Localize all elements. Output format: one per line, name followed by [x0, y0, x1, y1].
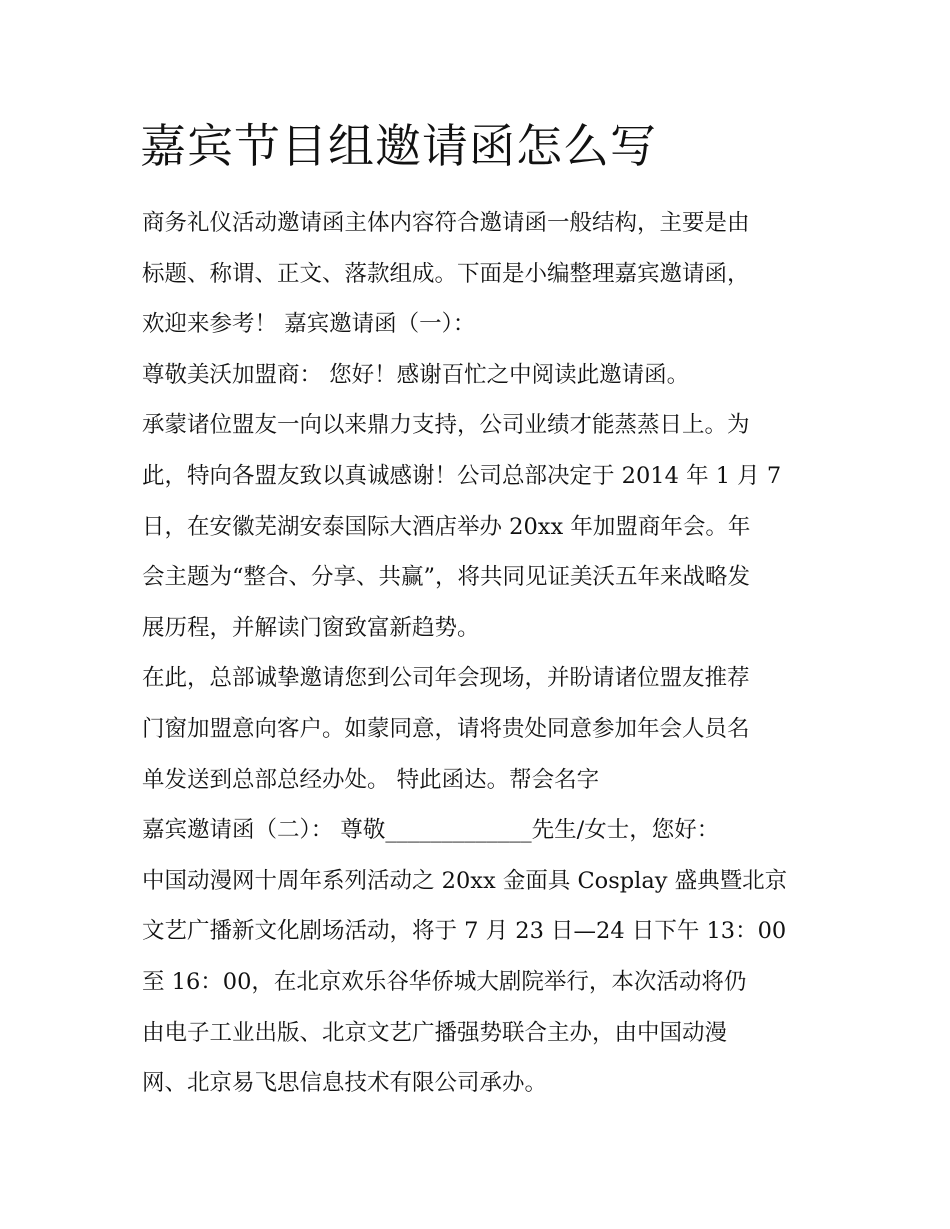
body-line: 门窗加盟意向客户。如蒙同意，请将贵处同意参加年会人员名	[142, 715, 750, 742]
body-line: 网、北京易飞思信息技术有限公司承办。	[142, 1070, 548, 1097]
body-line: 展历程，并解读门窗致富新趋势。	[142, 614, 480, 641]
body-line: 由电子工业出版、北京文艺广播强势联合主办，由中国动漫	[142, 1019, 728, 1046]
document-title: 嘉宾节目组邀请函怎么写	[140, 119, 657, 173]
body-line: 尊敬美沃加盟商： 您好！感谢百忙之中阅读此邀请函。	[142, 361, 690, 388]
body-line: 在此，总部诚挚邀请您到公司年会现场，并盼请诸位盟友推荐	[142, 665, 750, 692]
body-line: 文艺广播新文化剧场活动，将于 7 月 23 日—24 日下午 13：00	[142, 918, 787, 945]
body-line: 此，特向各盟友致以真诚感谢！公司总部决定于 2014 年 1 月 7	[142, 462, 782, 489]
body-line: 会主题为“整合、分享、共赢”，将共同见证美沃五年来战略发	[142, 564, 751, 591]
body-line: 承蒙诸位盟友一向以来鼎力支持，公司业绩才能蒸蒸日上。为	[142, 412, 750, 439]
body-line: 日，在安徽芜湖安泰国际大酒店举办 20xx 年加盟商年会。年	[142, 513, 751, 540]
body-line: 标题、称谓、正文、落款组成。下面是小编整理嘉宾邀请函，	[142, 260, 750, 287]
body-line: 欢迎来参考！ 嘉宾邀请函（一）：	[142, 311, 476, 338]
body-line: 商务礼仪活动邀请函主体内容符合邀请函一般结构，主要是由	[142, 210, 750, 236]
document-body	[142, 198, 822, 1109]
body-line: 至 16：00，在北京欢乐谷华侨城大剧院举行，本次活动将仍	[142, 968, 747, 995]
body-line: 单发送到总部总经办处。 特此函达。帮会名字	[142, 766, 600, 793]
body-line: 嘉宾邀请函（二）： 尊敬_____________先生/女士，您好：	[142, 817, 720, 844]
body-line: 中国动漫网十周年系列活动之 20xx 金面具 Cosplay 盛典暨北京	[142, 867, 788, 894]
